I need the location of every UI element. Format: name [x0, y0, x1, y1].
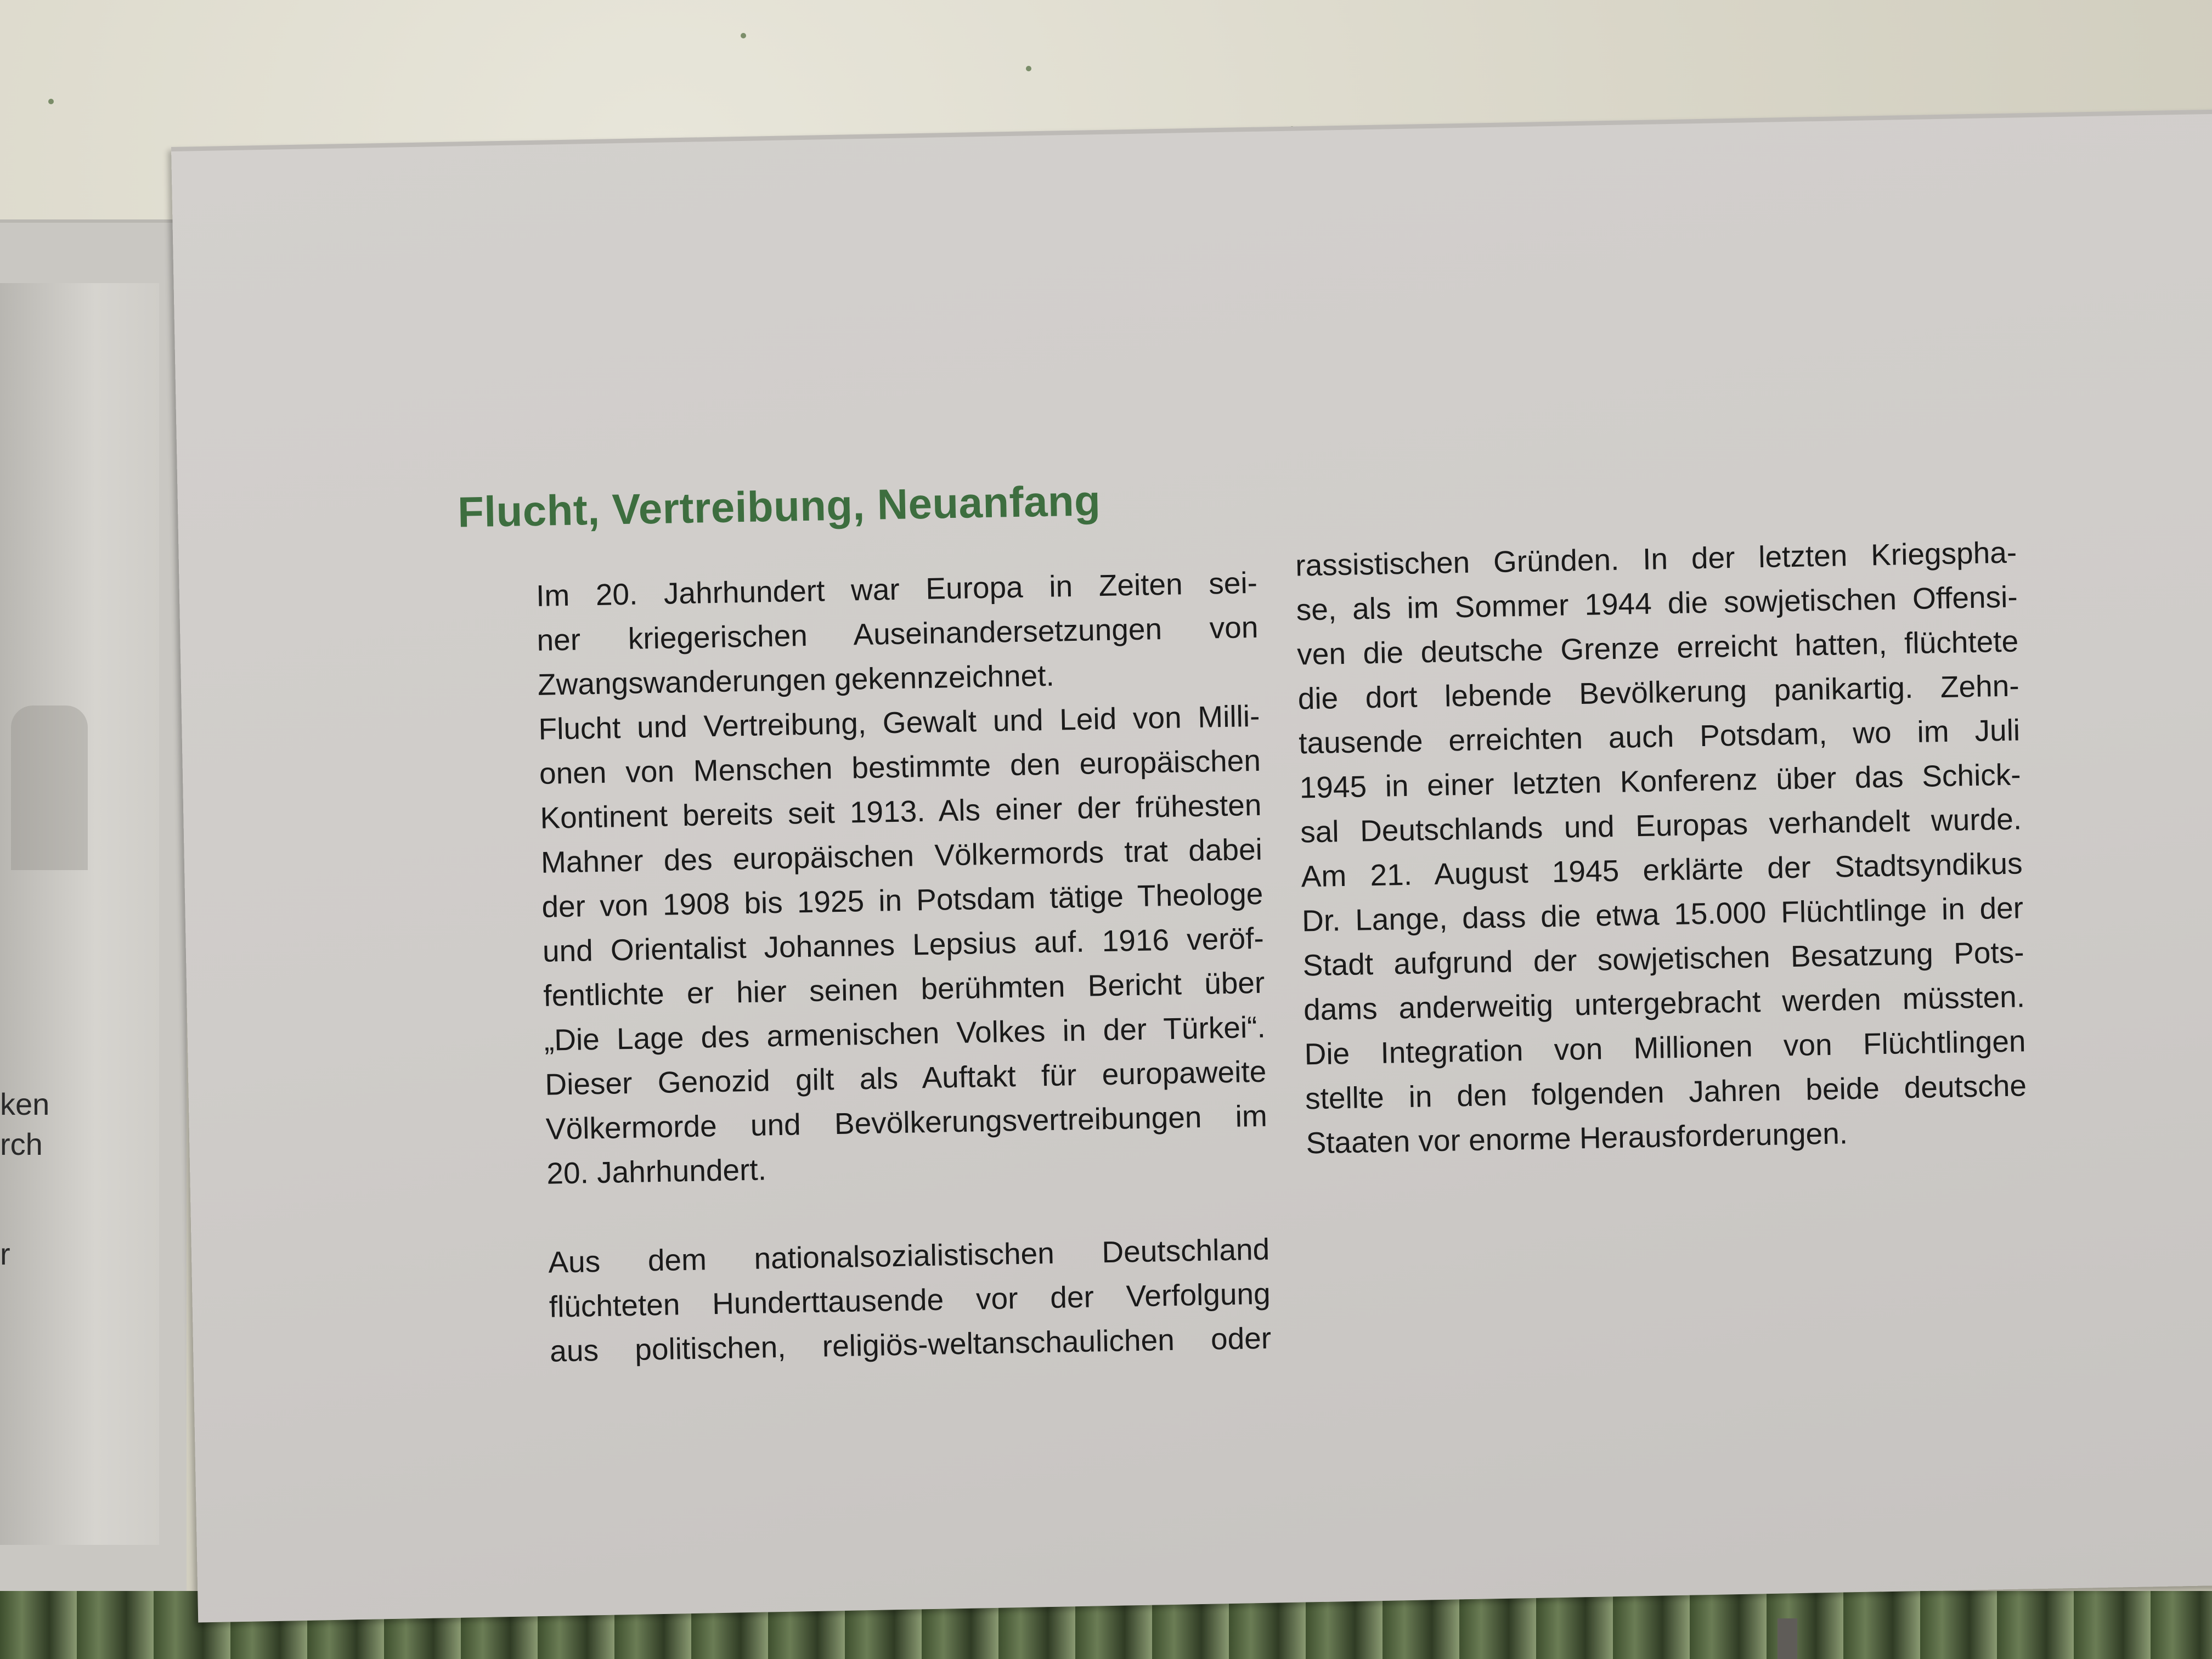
text-line: Aus dem nationalsozialistischen Deutschland	[548, 1232, 1270, 1279]
text-line: Dieser Genozid gilt als Auftakt für europaweite	[544, 1054, 1267, 1102]
wall-speck	[48, 99, 54, 104]
shadow	[11, 706, 88, 870]
text-line: sal Deutschlands und Europas verhandelt wurde.	[1300, 802, 2022, 849]
adjacent-text-fragment: ken	[0, 1087, 50, 1121]
text-line: Die Integration von Millionen von Flüchtlingen	[1304, 1024, 2026, 1071]
text-line: aus politischen, religiös-weltanschaulichen oder	[549, 1321, 1272, 1368]
text-line: Kontinent bereits seit 1913. Als einer der frühesten	[539, 787, 1262, 835]
text-column-right	[1295, 530, 2028, 1165]
text-line: fentlichte er hier seinen berühmten Bericht über	[543, 965, 1265, 1013]
text-line: Am 21. August 1945 erklärte der Stadtsyndikus	[1301, 846, 2023, 894]
text-column-left	[535, 561, 1271, 1374]
adjacent-text-fragment: rch	[0, 1127, 43, 1161]
text-line: Mahner des europäischen Völkermords trat dabei	[540, 832, 1263, 879]
text-line: Zwangswanderungen gekennzeichnet.	[537, 658, 1055, 702]
text-line: Im 20. Jahrhundert war Europa in Zeiten sei-	[535, 565, 1258, 613]
text-line: tausende erreichten auch Potsdam, wo im Juli	[1298, 713, 2021, 760]
text-line: und Orientalist Johannes Lepsius auf. 1916 veröf-	[542, 921, 1265, 968]
text-line: 20. Jahrhundert.	[546, 1152, 767, 1190]
adjacent-panel-inner	[0, 283, 159, 1545]
text-line: 1945 in einer letzten Konferenz über das Schick-	[1299, 757, 2022, 805]
board-support-post	[1778, 1618, 1797, 1659]
text-line: „Die Lage des armenischen Volkes in der Türkei“.	[544, 1009, 1266, 1057]
text-line: Dr. Lange, dass die etwa 15.000 Flüchtlinge in der	[1301, 890, 2024, 938]
board-title: Flucht, Vertreibung, Neuanfang	[457, 476, 1101, 537]
text-line: Stadt aufgrund der sowjetischen Besatzung Pots-	[1302, 935, 2025, 983]
text-line: onen von Menschen bestimmte den europäischen	[539, 743, 1261, 791]
text-line: stellte in den folgenden Jahren beide deutsche	[1305, 1068, 2027, 1116]
text-line: Staaten vor enorme Herausforderungen.	[1306, 1116, 1848, 1160]
text-line: dams anderweitig untergebracht werden müssten.	[1303, 979, 2025, 1027]
text-line: se, als im Sommer 1944 die sowjetischen Offensi-	[1296, 579, 2018, 627]
text-line: flüchteten Hunderttausende vor der Verfolgung	[549, 1276, 1271, 1324]
text-line: Flucht und Vertreibung, Gewalt und Leid von Milli-	[538, 698, 1260, 746]
adjacent-panel	[0, 219, 187, 1605]
wall-speck	[1026, 66, 1031, 71]
text-line: ven die deutsche Grenze erreicht hatten, flüchtete	[1296, 624, 2019, 672]
wall-speck	[741, 33, 746, 38]
text-line: die dort lebende Bevölkerung panikartig. Zehn-	[1297, 668, 2020, 716]
text-line: der von 1908 bis 1925 in Potsdam tätige Theologe	[541, 876, 1263, 924]
text-line: Völkermorde und Bevölkerungsvertreibungen im	[545, 1098, 1268, 1146]
text-line: rassistischen Gründen. In der letzten Kriegspha-	[1295, 535, 2017, 583]
information-board	[171, 109, 2212, 1622]
text-line: ner kriegerischen Auseinandersetzungen von	[537, 610, 1259, 657]
adjacent-text-fragment: r	[0, 1237, 10, 1271]
